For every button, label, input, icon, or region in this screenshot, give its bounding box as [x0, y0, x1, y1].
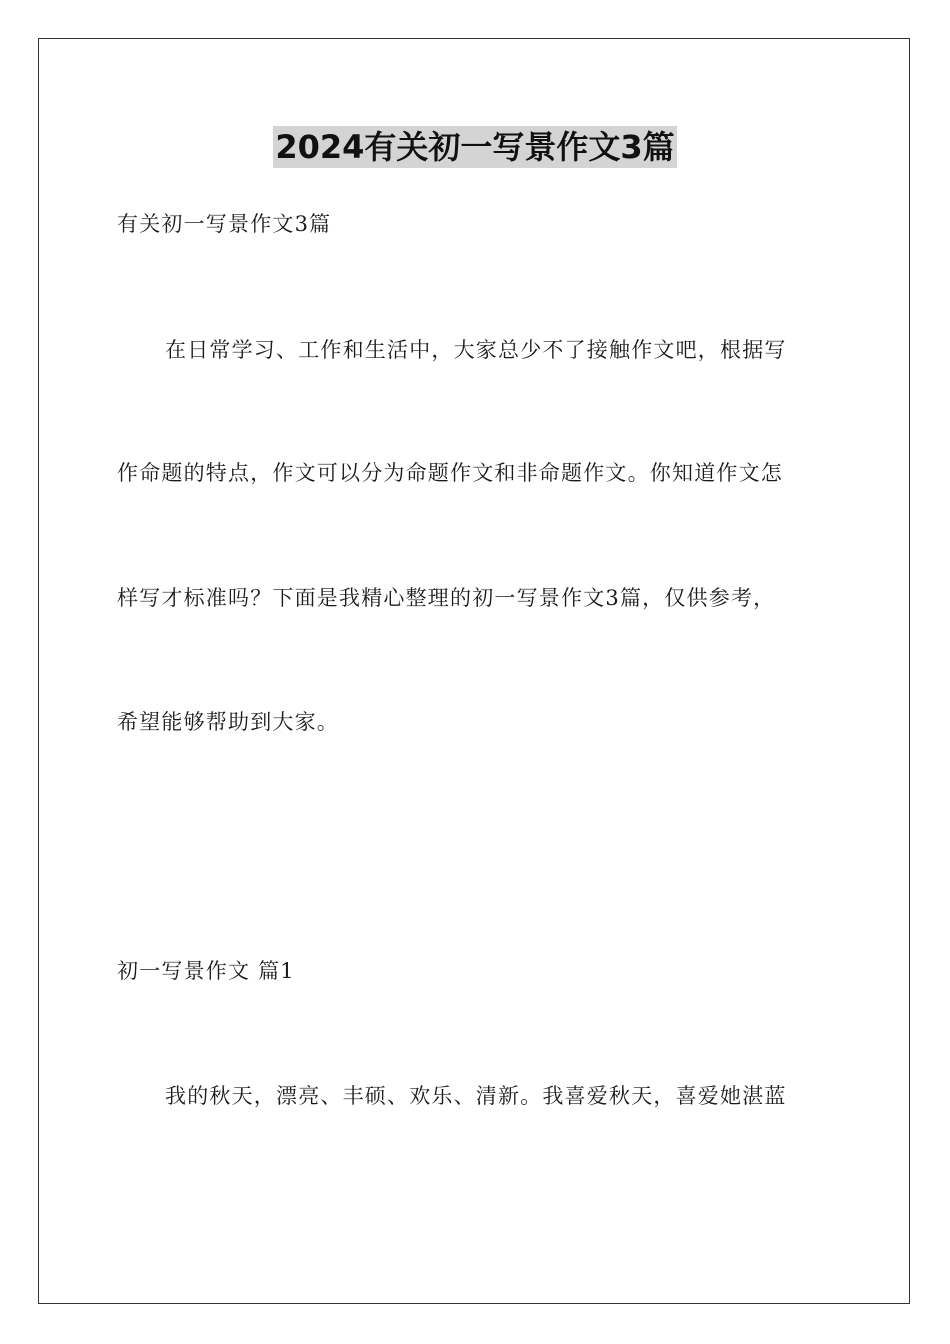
document-title: 2024有关初一写景作文3篇 — [275, 128, 675, 166]
title-container — [0, 126, 950, 168]
intro-line-1: 在日常学习、工作和生活中，大家总少不了接触作文吧，根据写 — [165, 338, 787, 362]
section-heading: 初一写景作文 篇1 — [117, 959, 295, 983]
document-subtitle: 有关初一写景作文3篇 — [117, 212, 332, 236]
intro-line-4: 希望能够帮助到大家。 — [117, 710, 339, 734]
section-line-1: 我的秋天，漂亮、丰硕、欢乐、清新。我喜爱秋天，喜爱她湛蓝 — [165, 1084, 787, 1108]
intro-line-2: 作命题的特点，作文可以分为命题作文和非命题作文。你知道作文怎 — [117, 461, 783, 485]
intro-line-3: 样写才标准吗？下面是我精心整理的初一写景作文3篇，仅供参考， — [117, 586, 776, 610]
